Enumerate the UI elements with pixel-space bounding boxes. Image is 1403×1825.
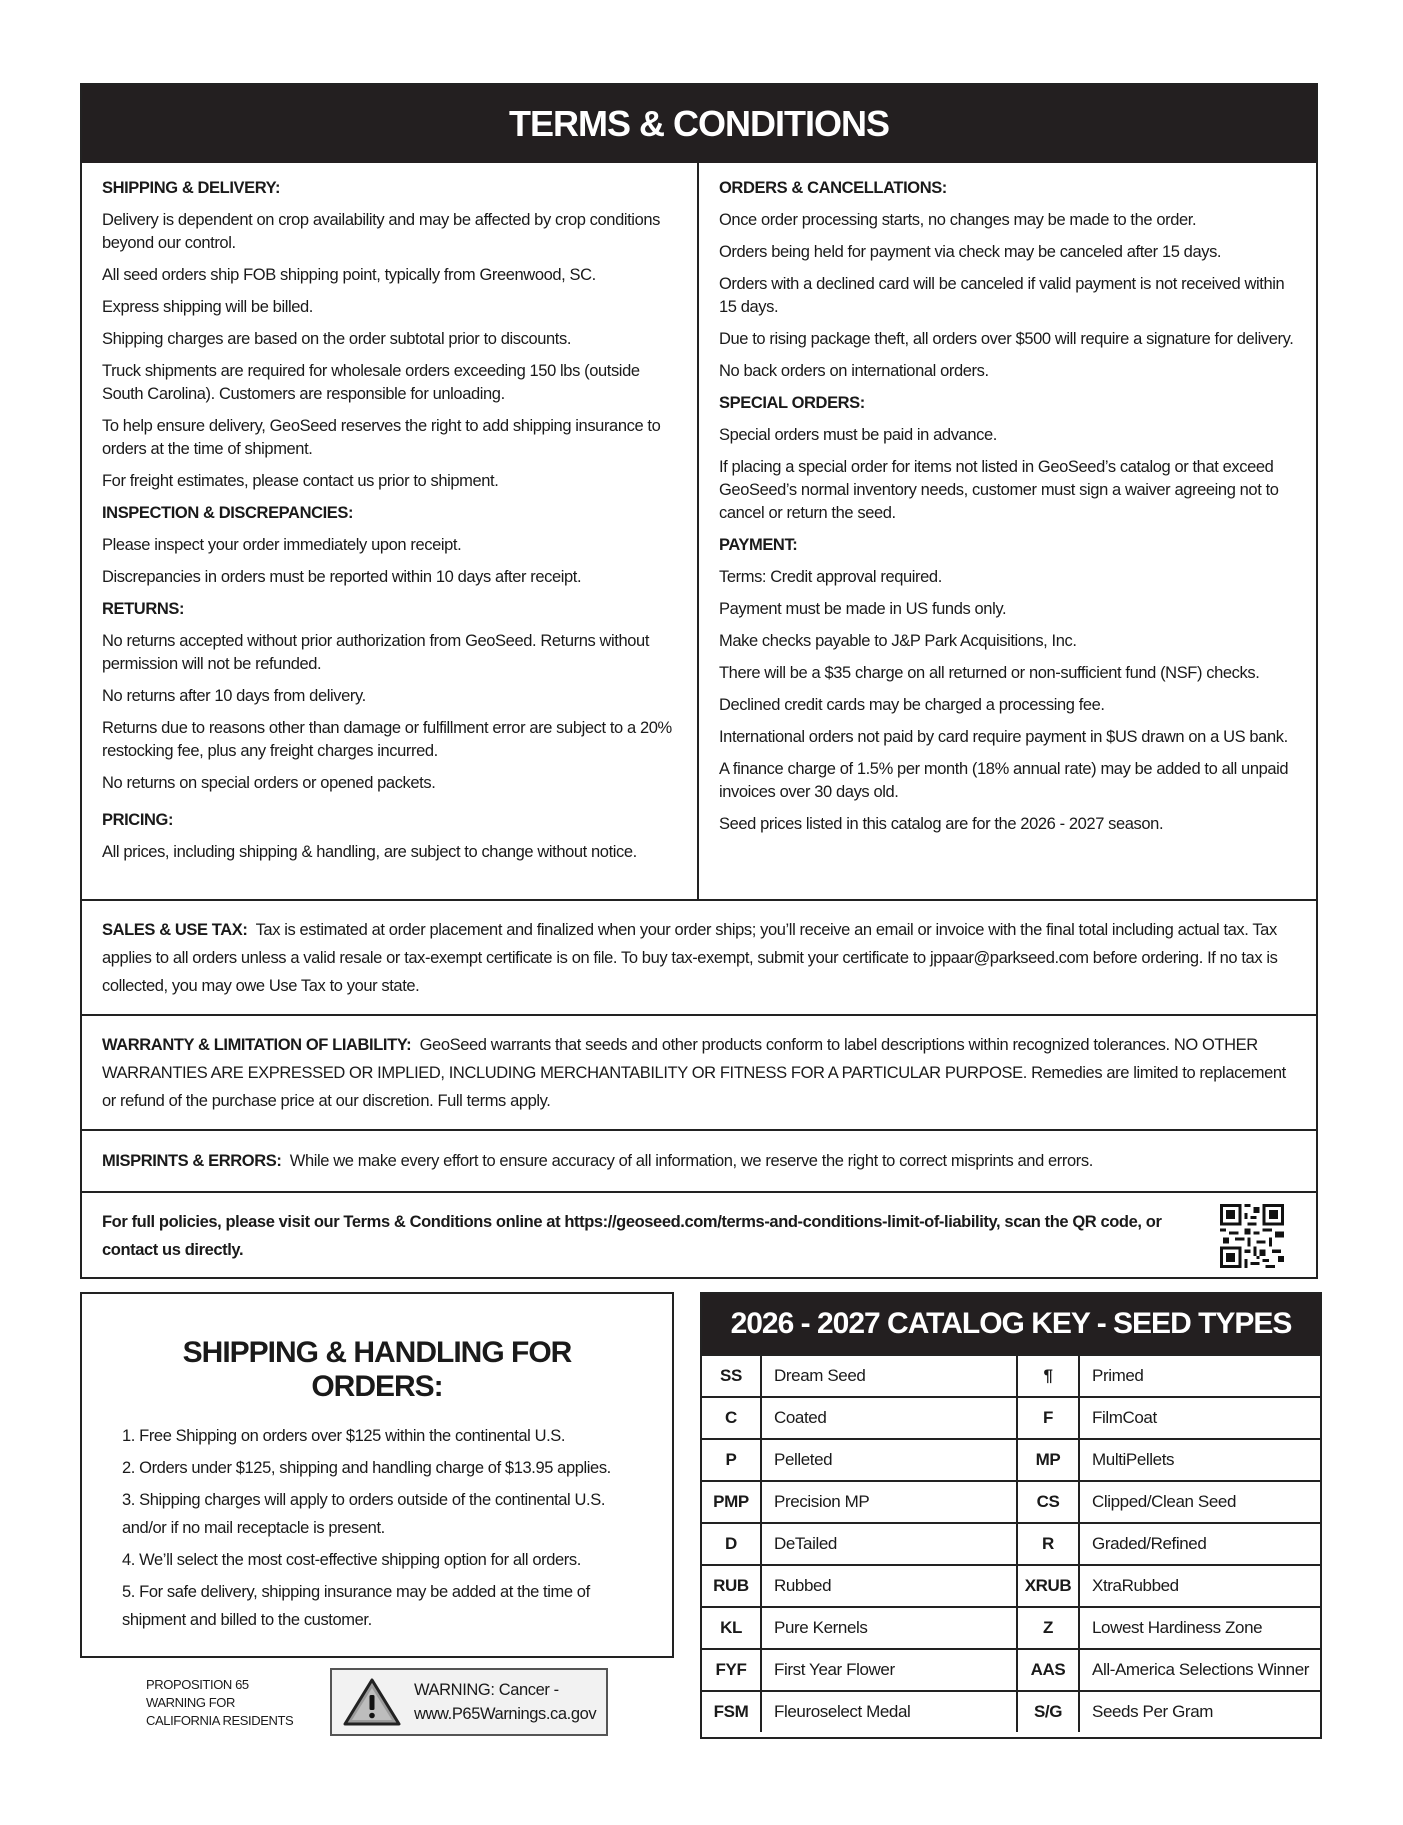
warranty-label: WARRANTY & LIMITATION OF LIABILITY: xyxy=(102,1035,412,1054)
orders-cancellations-heading: ORDERS & CANCELLATIONS: xyxy=(719,179,947,197)
seed-type-code: SS xyxy=(702,1355,761,1397)
seed-type-desc: DeTailed xyxy=(761,1523,1017,1565)
terms-item: Terms: Credit approval required. xyxy=(719,568,942,586)
warranty-section xyxy=(82,1016,1316,1131)
catalog-key-table xyxy=(702,1354,1320,1732)
shipping-handling-item: 3. Shipping charges will apply to orders outside of the continental U.S. and/or if no mail receptacle is present. xyxy=(122,1491,605,1537)
terms-item: Shipping charges are based on the order subtotal prior to discounts. xyxy=(102,330,572,348)
seed-type-desc: Seeds Per Gram xyxy=(1079,1691,1320,1732)
shipping-handling-item: 5. For safe delivery, shipping insurance may be added at the time of shipment and billed to the customer. xyxy=(122,1583,590,1629)
misprints-label: MISPRINTS & ERRORS: xyxy=(102,1152,282,1170)
seed-type-desc: All-America Selections Winner xyxy=(1079,1649,1320,1691)
payment-heading: PAYMENT: xyxy=(719,536,798,554)
terms-right-column xyxy=(699,163,1316,899)
seed-type-code: MP xyxy=(1017,1439,1079,1481)
seed-type-desc: Dream Seed xyxy=(761,1355,1017,1397)
seed-type-code: ¶ xyxy=(1017,1355,1079,1397)
seed-type-desc: Fleuroselect Medal xyxy=(761,1691,1017,1732)
shipping-delivery-heading: SHIPPING & DELIVERY: xyxy=(102,179,281,197)
prop65-label: PROPOSITION 65 WARNING FOR CALIFORNIA RESIDENTS xyxy=(146,1677,294,1728)
terms-item: Returns due to reasons other than damage or fulfillment error are subject to a 20% restocking fee, plus any freight charges incurred. xyxy=(102,719,672,760)
seed-type-desc: Graded/Refined xyxy=(1079,1523,1320,1565)
terms-item: There will be a $35 charge on all returned or non-sufficient fund (NSF) checks. xyxy=(719,664,1260,682)
terms-item: International orders not paid by card require payment in $US drawn on a US bank. xyxy=(719,728,1288,746)
shipping-handling-item: 4. We’ll select the most cost-effective shipping option for all orders. xyxy=(122,1551,581,1569)
table-row xyxy=(702,1523,1320,1565)
table-row xyxy=(702,1481,1320,1523)
seed-type-code: P xyxy=(702,1439,761,1481)
terms-item: Seed prices listed in this catalog are for the 2026 - 2027 season. xyxy=(719,815,1164,833)
catalog-key-box xyxy=(700,1292,1322,1739)
seed-type-desc: Primed xyxy=(1079,1355,1320,1397)
seed-type-code: RUB xyxy=(702,1565,761,1607)
seed-type-desc: Pelleted xyxy=(761,1439,1017,1481)
shipping-handling-item: 2. Orders under $125, shipping and handling charge of $13.95 applies. xyxy=(122,1459,611,1477)
seed-type-code: AAS xyxy=(1017,1649,1079,1691)
seed-type-code: F xyxy=(1017,1397,1079,1439)
terms-columns xyxy=(82,163,1316,901)
prop65-warning-box xyxy=(330,1668,608,1736)
terms-item: No returns on special orders or opened packets. xyxy=(102,774,436,792)
terms-item: Declined credit cards may be charged a processing fee. xyxy=(719,696,1105,714)
misprints-text: While we make every effort to ensure accuracy of all information, we reserve the right to correct misprints and errors. xyxy=(289,1152,1093,1170)
pricing-heading: PRICING: xyxy=(102,811,174,829)
table-row xyxy=(702,1397,1320,1439)
terms-item: No returns after 10 days from delivery. xyxy=(102,687,366,705)
terms-item: All prices, including shipping & handling, are subject to change without notice. xyxy=(102,843,637,861)
terms-item: Make checks payable to J&P Park Acquisitions, Inc. xyxy=(719,632,1077,650)
seed-type-desc: Precision MP xyxy=(761,1481,1017,1523)
seed-type-desc: Coated xyxy=(761,1397,1017,1439)
qr-code-icon[interactable] xyxy=(1220,1204,1284,1268)
seed-type-desc: Pure Kernels xyxy=(761,1607,1017,1649)
seed-type-code: FYF xyxy=(702,1649,761,1691)
terms-item: To help ensure delivery, GeoSeed reserves the right to add shipping insurance to orders at the time of shipment. xyxy=(102,417,661,458)
seed-type-code: PMP xyxy=(702,1481,761,1523)
seed-type-code: S/G xyxy=(1017,1691,1079,1732)
table-row xyxy=(702,1355,1320,1397)
terms-item: For freight estimates, please contact us prior to shipment. xyxy=(102,472,499,490)
catalog-key-title: 2026 - 2027 CATALOG KEY - SEED TYPES xyxy=(702,1294,1320,1354)
terms-item: A finance charge of 1.5% per month (18% annual rate) may be added to all unpaid invoices over 30 days old. xyxy=(719,760,1289,801)
table-row xyxy=(702,1607,1320,1649)
terms-title: TERMS & CONDITIONS xyxy=(82,85,1316,163)
sales-tax-text: Tax is estimated at order placement and finalized when your order ships; you’ll receive an email or invoice with the final total including actual tax. Tax applies to all orders unless a valid resale or tax-exempt certificate is on file. To buy tax-exempt, submit your certificate to jppaar@parkseed.com before ordering. If no tax is collected, you may owe Use Tax to your state. xyxy=(102,920,1278,995)
seed-type-code: Z xyxy=(1017,1607,1079,1649)
seed-type-desc: FilmCoat xyxy=(1079,1397,1320,1439)
inspection-heading: INSPECTION & DISCREPANCIES: xyxy=(102,504,354,522)
terms-item: Orders being held for payment via check may be canceled after 15 days. xyxy=(719,243,1222,261)
table-row xyxy=(702,1439,1320,1481)
seed-type-desc: Lowest Hardiness Zone xyxy=(1079,1607,1320,1649)
shipping-handling-title: SHIPPING & HANDLING FOR ORDERS: xyxy=(182,1336,572,1403)
sales-use-tax-section xyxy=(82,901,1316,1016)
terms-item: No returns accepted without prior authorization from GeoSeed. Returns without permission will not be refunded. xyxy=(102,632,649,673)
prop65-warning-line1: WARNING: Cancer - xyxy=(414,1681,559,1699)
seed-type-code: XRUB xyxy=(1017,1565,1079,1607)
terms-item: Once order processing starts, no changes may be made to the order. xyxy=(719,211,1197,229)
terms-left-column xyxy=(82,163,699,899)
terms-item: Due to rising package theft, all orders over $500 will require a signature for delivery. xyxy=(719,330,1294,348)
terms-item: No back orders on international orders. xyxy=(719,362,989,380)
terms-item: Delivery is dependent on crop availability and may be affected by crop conditions beyond our control. xyxy=(102,211,660,252)
terms-item: If placing a special order for items not listed in GeoSeed’s catalog or that exceed GeoSeed’s normal inventory needs, customer must sign a waiver agreeing not to cancel or return the seed. xyxy=(719,458,1279,522)
misprints-section xyxy=(82,1131,1316,1193)
terms-item: Special orders must be paid in advance. xyxy=(719,426,997,444)
sales-tax-label: SALES & USE TAX: xyxy=(102,920,248,939)
special-orders-heading: SPECIAL ORDERS: xyxy=(719,394,865,412)
terms-item: Truck shipments are required for wholesale orders exceeding 150 lbs (outside South Carolina). Customers are responsible for unloading. xyxy=(102,362,640,403)
prop65-warning-link[interactable]: www.P65Warnings.ca.gov xyxy=(414,1705,597,1723)
shipping-handling-box xyxy=(80,1292,674,1658)
seed-type-code: D xyxy=(702,1523,761,1565)
terms-item: All seed orders ship FOB shipping point, typically from Greenwood, SC. xyxy=(102,266,596,284)
warranty-text: GeoSeed warrants that seeds and other products conform to label descriptions within recognized tolerances. NO OTHER WARRANTIES ARE EXPRESSED OR IMPLIED, INCLUDING MERCHANTABILITY OR FITNESS FOR A PARTICULAR PURPOSE. Remedies are limited to replacement or refund of the purchase price at our discretion. Full terms apply. xyxy=(102,1035,1286,1110)
seed-type-desc: First Year Flower xyxy=(761,1649,1017,1691)
terms-item: Express shipping will be billed. xyxy=(102,298,313,316)
seed-type-code: CS xyxy=(1017,1481,1079,1523)
seed-type-desc: MultiPellets xyxy=(1079,1439,1320,1481)
terms-item: Please inspect your order immediately upon receipt. xyxy=(102,536,462,554)
full-policies-text: For full policies, please visit our Terms & Conditions online at https://geoseed.com/terms-and-conditions-limit-of-liability, scan the QR code, or contact us directly. xyxy=(102,1213,1162,1259)
terms-conditions-box xyxy=(80,83,1318,1279)
terms-item: Discrepancies in orders must be reported within 10 days after receipt. xyxy=(102,568,582,586)
seed-type-desc: Rubbed xyxy=(761,1565,1017,1607)
seed-type-code: FSM xyxy=(702,1691,761,1732)
seed-type-code: C xyxy=(702,1397,761,1439)
returns-heading: RETURNS: xyxy=(102,600,185,618)
seed-type-desc: XtraRubbed xyxy=(1079,1565,1320,1607)
seed-type-code: KL xyxy=(702,1607,761,1649)
terms-item: Payment must be made in US funds only. xyxy=(719,600,1007,618)
table-row xyxy=(702,1565,1320,1607)
terms-item: Orders with a declined card will be canceled if valid payment is not received within 15 days. xyxy=(719,275,1285,316)
table-row xyxy=(702,1649,1320,1691)
shipping-handling-item: 1. Free Shipping on orders over $125 within the continental U.S. xyxy=(122,1427,566,1445)
seed-type-code: R xyxy=(1017,1523,1079,1565)
seed-type-desc: Clipped/Clean Seed xyxy=(1079,1481,1320,1523)
table-row xyxy=(702,1691,1320,1732)
full-policies-section xyxy=(82,1193,1316,1279)
warning-triangle-icon xyxy=(342,1677,402,1727)
